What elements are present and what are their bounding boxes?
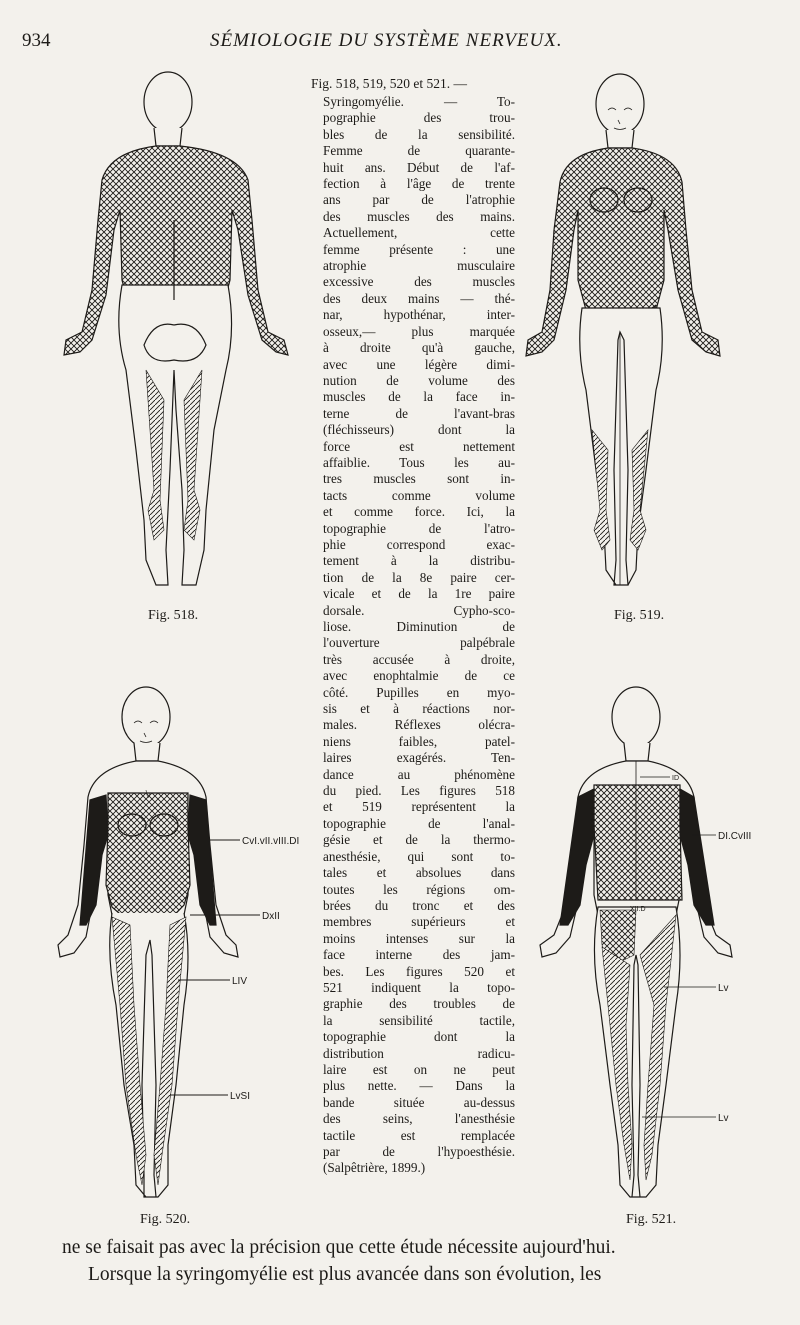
- caption-line: niens faibles, patel-: [323, 733, 515, 749]
- caption-line: (fléchisseurs) dont la: [323, 422, 515, 438]
- annotation-lv-lower: Lv: [718, 1113, 729, 1124]
- caption-line: des deux mains — thé-: [323, 290, 515, 306]
- figure-521-drawing: [520, 685, 790, 1205]
- caption-line: liose. Diminution de: [323, 619, 515, 634]
- caption-line: gésie et de la thermo-: [323, 832, 515, 848]
- figure-520-label: Fig. 520.: [140, 1212, 191, 1227]
- annotation-lv-upper: Lv: [718, 983, 729, 994]
- caption-line: tion de la 8e paire cer-: [323, 569, 515, 585]
- caption-line: tactile est remplacée: [323, 1127, 515, 1143]
- body-line-1: ne se faisait pas avec la précision que cette étude nécessite aujourd'hui.: [62, 1237, 616, 1258]
- caption-line: par de l'hypoesthésie.: [323, 1144, 515, 1159]
- caption-line: sis et à réactions nor-: [323, 701, 515, 717]
- caption-line: femme présente : une: [323, 241, 515, 257]
- caption-line: topographie de l'anal-: [323, 815, 515, 831]
- caption-line: l'ouverture palpébrale: [323, 635, 515, 651]
- caption-line: males. Réflexes olécra-: [323, 717, 515, 733]
- annotation-xii-d: XII.D: [630, 906, 646, 913]
- caption-line: Actuellement, cette: [323, 225, 515, 241]
- caption-line: avec une légère dimi-: [323, 356, 515, 372]
- caption-line: tales et absolues dans: [323, 865, 515, 881]
- caption-heading: Fig. 518, 519, 520 et 521. —: [311, 76, 468, 91]
- caption-line: face interne des jam-: [323, 947, 515, 963]
- caption-line: atrophie musculaire: [323, 258, 515, 274]
- figure-519-label: Fig. 519.: [614, 608, 665, 623]
- caption-line: Syringomyélie. — To-: [323, 94, 515, 109]
- caption-line: terne de l'avant-bras: [323, 405, 515, 421]
- figure-518-label: Fig. 518.: [148, 608, 199, 623]
- caption-line: graphie des troubles de: [323, 996, 515, 1012]
- caption-line: ans par de l'atrophie: [323, 192, 515, 208]
- caption-line: des muscles des mains.: [323, 208, 515, 224]
- caption-line: Femme de quarante-: [323, 143, 515, 159]
- caption-line: dance au phénomène: [323, 766, 515, 782]
- caption-line: avec enophtalmie de ce: [323, 668, 515, 684]
- caption-line: fection à l'âge de trente: [323, 176, 515, 192]
- figure-520-drawing: [50, 685, 320, 1205]
- caption-line: topographie dont la: [323, 1029, 515, 1045]
- caption-line: 521 indiquent la topo-: [323, 979, 515, 995]
- caption-line: toutes les régions om-: [323, 881, 515, 897]
- caption-line: plus nette. — Dans la: [323, 1078, 515, 1094]
- figure-519-drawing: [520, 70, 760, 595]
- caption-line: et 519 représentent la: [323, 799, 515, 815]
- annotation-di-cviii: DI.CvIII: [718, 831, 752, 842]
- caption-line: nution de volume des: [323, 372, 515, 388]
- caption-line: laires exagérés. Ten-: [323, 750, 515, 766]
- caption-line: excessive des muscles: [323, 274, 515, 290]
- annotation-lv-si: LvSI: [230, 1091, 251, 1102]
- caption-line: côté. Pupilles en myo-: [323, 684, 515, 700]
- figure-521-label: Fig. 521.: [626, 1212, 677, 1227]
- caption-line: laire est on ne peut: [323, 1061, 515, 1077]
- caption-line: affaiblie. Tous les au-: [323, 454, 515, 470]
- body-line-2: Lorsque la syringomyélie est plus avancée dans son évolution, les: [88, 1264, 602, 1285]
- caption-line: à droite qu'à gauche,: [323, 340, 515, 356]
- caption-line: vicale et de la 1re paire: [323, 586, 515, 602]
- annotation-dxii: DxII: [262, 911, 280, 922]
- running-title: SÉMIOLOGIE DU SYSTÈME NERVEUX.: [210, 30, 563, 51]
- figure-518-drawing: [50, 70, 290, 595]
- annotation-cervical-dorsal: CvI.vII.vIII.DI: [242, 836, 300, 847]
- caption-line: brées du tronc et des: [323, 897, 515, 913]
- caption-line: nar, hypothénar, inter-: [323, 307, 515, 323]
- caption-line: (Salpêtrière, 1899.): [323, 1160, 426, 1176]
- caption-line: force est nettement: [323, 438, 515, 454]
- caption-line: pographie des trou-: [323, 110, 515, 126]
- page-number: 934: [22, 30, 51, 51]
- annotation-id: ID: [672, 775, 679, 782]
- caption-line: tres muscles sont in-: [323, 471, 515, 487]
- caption-line: muscles de la face in-: [323, 389, 515, 405]
- caption-line: osseux,— plus marquée: [323, 323, 515, 339]
- caption-line: bles de la sensibilité.: [323, 126, 515, 142]
- caption-line: membres supérieurs et: [323, 914, 515, 930]
- caption-line: très accusée à droite,: [323, 651, 515, 667]
- caption-line: et comme force. Ici, la: [323, 504, 515, 520]
- caption-line: dorsale. Cypho-sco-: [323, 602, 515, 618]
- caption-text: [323, 94, 515, 1177]
- caption-line: moins intenses sur la: [323, 930, 515, 946]
- caption-line: bes. Les figures 520 et: [323, 963, 515, 979]
- caption-line: la sensibilité tactile,: [323, 1012, 515, 1028]
- caption-line: du pied. Les figures 518: [323, 783, 515, 799]
- annotation-liv: LIV: [232, 976, 248, 987]
- caption-line: phie correspond exac-: [323, 536, 515, 552]
- caption-line: anesthésie, qui sont to-: [323, 848, 515, 864]
- caption-line: distribution radicu-: [323, 1045, 515, 1061]
- caption-line: tement à la distribu-: [323, 553, 515, 569]
- caption-line: bande située au-dessus: [323, 1094, 515, 1110]
- caption-line: tacts comme volume: [323, 487, 515, 503]
- caption-line: des seins, l'anesthésie: [323, 1111, 515, 1127]
- caption-line: huit ans. Début de l'af-: [323, 159, 515, 175]
- caption-line: topographie de l'atro-: [323, 520, 515, 536]
